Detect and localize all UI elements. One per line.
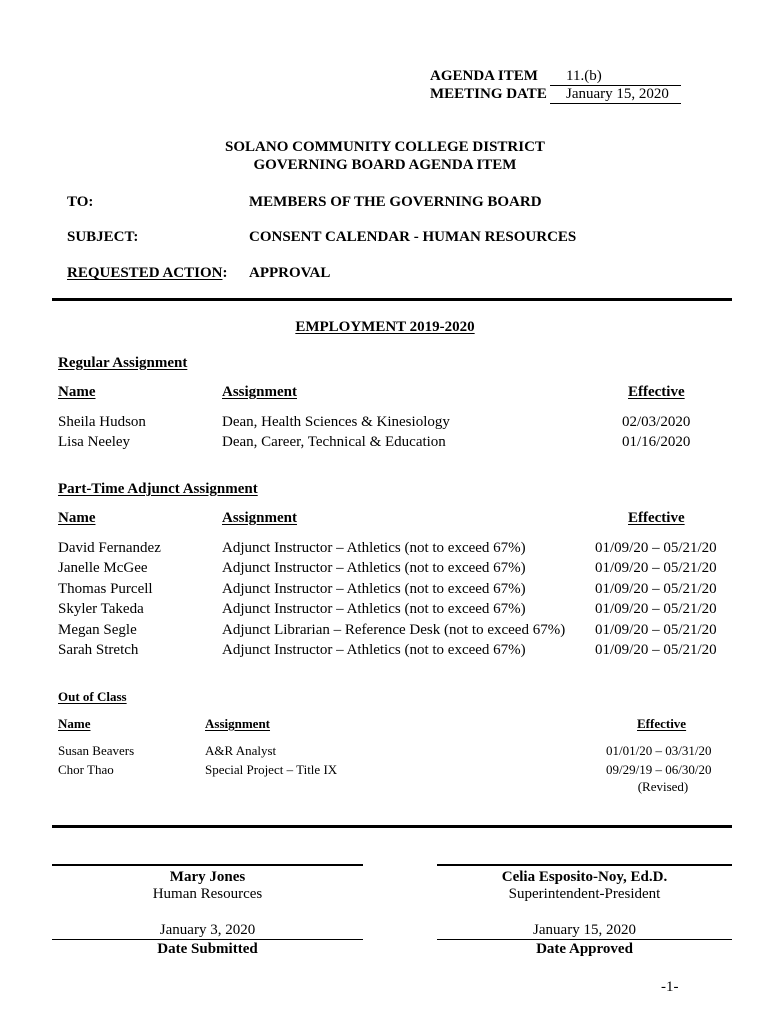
row-assignment: Adjunct Instructor – Athletics (not to exceed 67%) [222,540,526,556]
regular-col-assignment: Assignment [222,384,298,400]
right-signer-name: Celia Esposito-Noy, Ed.D. [501,869,668,885]
row-assignment: A&R Analyst [205,743,277,758]
row-assignment: Adjunct Instructor – Athletics (not to exceed 67%) [222,581,526,597]
row-effective: 01/09/20 – 05/21/20 [595,622,717,638]
to-value: MEMBERS OF THE GOVERNING BOARD [249,194,542,210]
row-effective: 01/09/20 – 05/21/20 [595,581,717,597]
requested-action-value: APPROVAL [249,265,331,281]
page-number: -1- [661,979,679,995]
out-of-class-col-name: Name [58,716,91,731]
requested-action-label-text: REQUESTED ACTION [67,265,223,281]
right-date-label: Date Approved [536,941,633,957]
row-name: Chor Thao [58,762,114,777]
row-name: Thomas Purcell [58,581,153,597]
bottom-divider [52,825,732,828]
row-effective: 01/09/20 – 05/21/20 [595,642,717,658]
row-name: Skyler Takeda [58,601,144,617]
row-assignment: Dean, Health Sciences & Kinesiology [222,414,450,430]
title-line-1: SOLANO COMMUNITY COLLEGE DISTRICT [225,139,545,155]
row-effective: 09/29/19 – 06/30/20 [606,762,712,777]
row-effective: 01/09/20 – 05/21/20 [595,540,717,556]
requested-action-label [67,265,227,282]
row-effective: 01/09/20 – 05/21/20 [595,560,717,576]
row-assignment: Dean, Career, Technical & Education [222,434,446,450]
left-signer-title: Human Resources [152,886,263,902]
adjunct-col-assignment: Assignment [222,510,298,526]
row-name: David Fernandez [58,540,161,556]
row-name: Sarah Stretch [58,642,139,658]
to-label: TO: [67,194,94,210]
row-assignment: Adjunct Instructor – Athletics (not to exceed 67%) [222,560,526,576]
meeting-date-underline [550,103,681,104]
right-date-line [437,939,732,940]
row-assignment: Adjunct Librarian – Reference Desk (not to exceed 67%) [222,622,566,638]
regular-assignment-heading: Regular Assignment [58,355,188,371]
right-signer-title: Superintendent-President [508,886,661,902]
left-date-line [52,939,363,940]
meeting-date-label: MEETING DATE [430,86,547,102]
employment-heading: EMPLOYMENT 2019-2020 [295,319,475,335]
left-signer-name: Mary Jones [169,869,246,885]
row-assignment: Special Project – Title IX [205,762,338,777]
row-note: (Revised) [637,779,689,794]
subject-label: SUBJECT: [67,229,139,245]
regular-col-effective: Effective [628,384,685,400]
left-signature-line [52,864,363,866]
regular-col-name: Name [58,384,96,400]
row-name: Megan Segle [58,622,137,638]
requested-action-colon: : [222,265,228,281]
row-name: Lisa Neeley [58,434,131,450]
agenda-item-label: AGENDA ITEM [430,68,538,84]
row-effective: 01/09/20 – 05/21/20 [595,601,717,617]
adjunct-heading: Part-Time Adjunct Assignment [58,481,258,497]
row-effective: 01/16/2020 [622,434,691,450]
top-divider [52,298,732,301]
out-of-class-col-assignment: Assignment [205,716,271,731]
row-effective: 01/01/20 – 03/31/20 [606,743,712,758]
out-of-class-col-effective: Effective [637,716,687,731]
row-effective: 02/03/2020 [622,414,691,430]
right-signature-line [437,864,732,866]
row-name: Janelle McGee [58,560,148,576]
agenda-item-value: 11.(b) [566,68,602,84]
out-of-class-heading: Out of Class [58,689,127,704]
title-line-2: GOVERNING BOARD AGENDA ITEM [253,157,517,173]
row-name: Susan Beavers [58,743,135,758]
left-date-label: Date Submitted [157,941,258,957]
adjunct-col-name: Name [58,510,96,526]
left-date: January 3, 2020 [159,922,256,938]
right-date: January 15, 2020 [533,922,636,938]
meeting-date-value: January 15, 2020 [566,86,669,102]
row-name: Sheila Hudson [58,414,146,430]
subject-value: CONSENT CALENDAR - HUMAN RESOURCES [249,229,577,245]
row-assignment: Adjunct Instructor – Athletics (not to exceed 67%) [222,601,526,617]
adjunct-col-effective: Effective [628,510,685,526]
row-assignment: Adjunct Instructor – Athletics (not to exceed 67%) [222,642,526,658]
